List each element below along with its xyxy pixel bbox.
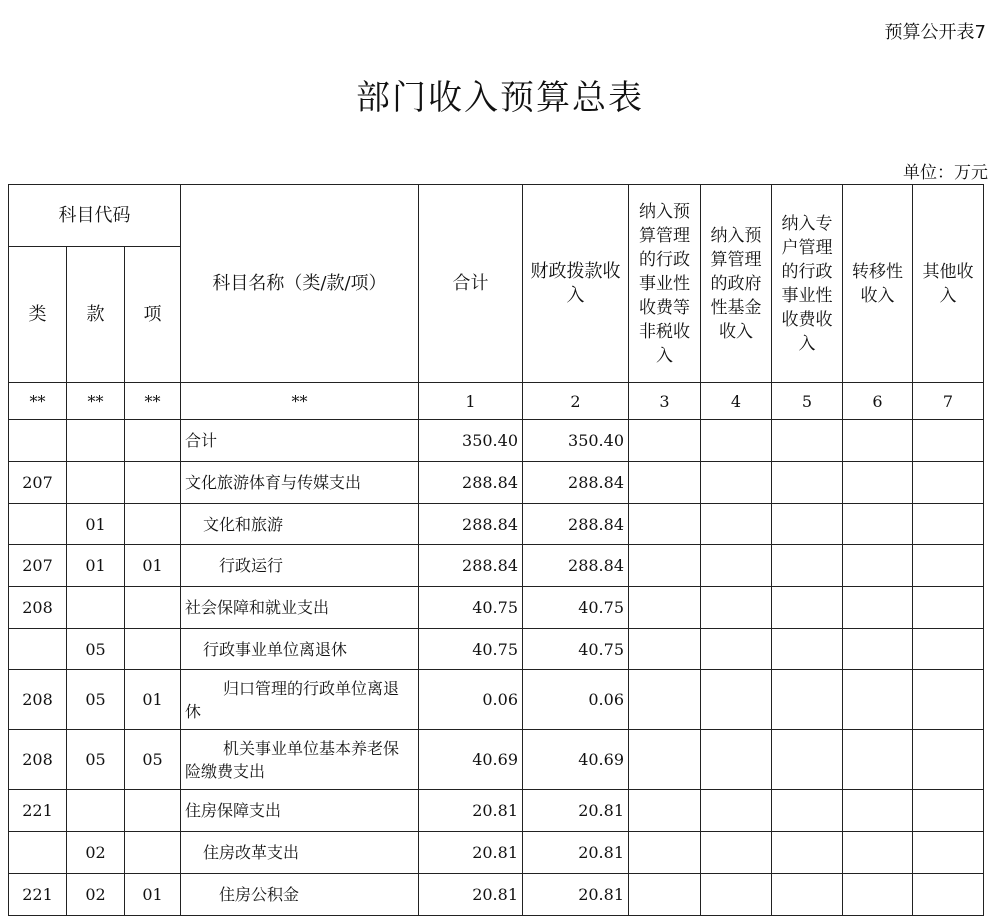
fiscal-cell: 20.81 [523, 832, 629, 874]
empty-cell [913, 730, 984, 790]
empty-cell [701, 629, 772, 670]
empty-cell [701, 462, 772, 504]
empty-cell [629, 462, 701, 504]
empty-cell [629, 790, 701, 832]
total-cell: 288.84 [419, 462, 523, 504]
fiscal-header: 财政拨款收入 [523, 185, 629, 383]
empty-cell [772, 670, 843, 730]
subject-name-cell: 住房保障支出 [181, 790, 419, 832]
index-cell: ** [125, 383, 181, 420]
kuan-cell [67, 790, 125, 832]
subject-name-cell: 合计 [181, 420, 419, 462]
kuan-cell [67, 587, 125, 629]
non-tax-header: 纳入预算管理的行政事业性收费等非税收入 [629, 185, 701, 383]
empty-cell [843, 504, 913, 545]
page-title: 部门收入预算总表 [356, 78, 644, 118]
empty-cell [772, 462, 843, 504]
empty-cell [913, 874, 984, 916]
empty-cell [772, 629, 843, 670]
lei-cell: 208 [9, 587, 67, 629]
xiang-cell: 01 [125, 545, 181, 587]
kuan-cell: 01 [67, 504, 125, 545]
table-row [9, 790, 984, 832]
empty-cell [629, 629, 701, 670]
empty-cell [701, 790, 772, 832]
index-cell: ** [67, 383, 125, 420]
subject-name-cell: 行政运行 [181, 545, 419, 587]
fiscal-cell: 288.84 [523, 545, 629, 587]
table-row [9, 832, 984, 874]
empty-cell [843, 730, 913, 790]
lei-cell: 208 [9, 730, 67, 790]
empty-cell [772, 874, 843, 916]
xiang-cell [125, 629, 181, 670]
total-header: 合计 [419, 185, 523, 383]
empty-cell [701, 874, 772, 916]
empty-cell [772, 504, 843, 545]
empty-cell [629, 545, 701, 587]
empty-cell [701, 420, 772, 462]
index-cell: ** [9, 383, 67, 420]
empty-cell [701, 670, 772, 730]
fiscal-cell: 0.06 [523, 670, 629, 730]
xiang-header: 项 [125, 247, 181, 383]
total-cell: 20.81 [419, 832, 523, 874]
table-row [9, 545, 984, 587]
empty-cell [843, 670, 913, 730]
total-cell: 20.81 [419, 874, 523, 916]
kuan-header: 款 [67, 247, 125, 383]
index-cell: 7 [913, 383, 984, 420]
subject-name-cell: 住房改革支出 [181, 832, 419, 874]
empty-cell [913, 420, 984, 462]
lei-cell: 207 [9, 462, 67, 504]
total-cell: 20.81 [419, 790, 523, 832]
total-cell: 288.84 [419, 504, 523, 545]
empty-cell [629, 832, 701, 874]
table-row [9, 504, 984, 545]
empty-cell [843, 832, 913, 874]
xiang-cell [125, 504, 181, 545]
total-cell: 350.40 [419, 420, 523, 462]
empty-cell [701, 832, 772, 874]
xiang-cell [125, 832, 181, 874]
subject-name-cell: 机关事业单位基本养老保险缴费支出 [181, 730, 419, 790]
empty-cell [913, 462, 984, 504]
xiang-cell [125, 587, 181, 629]
empty-cell [701, 587, 772, 629]
empty-cell [913, 790, 984, 832]
total-cell: 40.75 [419, 587, 523, 629]
xiang-cell: 01 [125, 670, 181, 730]
other-header: 其他收入 [913, 185, 984, 383]
form-label: 预算公开表7 [884, 22, 986, 43]
table-row [9, 874, 984, 916]
fiscal-cell: 288.84 [523, 462, 629, 504]
xiang-cell [125, 420, 181, 462]
table-row [9, 587, 984, 629]
lei-cell [9, 832, 67, 874]
empty-cell [701, 504, 772, 545]
empty-cell [843, 587, 913, 629]
budget-table [8, 184, 984, 916]
lei-cell [9, 629, 67, 670]
index-cell: 1 [419, 383, 523, 420]
xiang-cell [125, 462, 181, 504]
fiscal-cell: 288.84 [523, 504, 629, 545]
kuan-cell: 02 [67, 832, 125, 874]
fiscal-cell: 40.75 [523, 587, 629, 629]
empty-cell [843, 629, 913, 670]
lei-cell: 207 [9, 545, 67, 587]
fiscal-cell: 20.81 [523, 790, 629, 832]
empty-cell [913, 504, 984, 545]
fiscal-cell: 40.69 [523, 730, 629, 790]
kuan-cell: 01 [67, 545, 125, 587]
table-row [9, 670, 984, 730]
subject-name-cell: 行政事业单位离退休 [181, 629, 419, 670]
empty-cell [913, 832, 984, 874]
empty-cell [772, 587, 843, 629]
index-cell: 6 [843, 383, 913, 420]
special-account-header: 纳入专户管理的行政事业性收费收入 [772, 185, 843, 383]
empty-cell [629, 670, 701, 730]
fiscal-cell: 40.75 [523, 629, 629, 670]
subject-code-header: 科目代码 [9, 185, 181, 247]
total-cell: 0.06 [419, 670, 523, 730]
lei-cell: 221 [9, 874, 67, 916]
empty-cell [629, 874, 701, 916]
lei-cell: 208 [9, 670, 67, 730]
kuan-cell: 05 [67, 629, 125, 670]
subject-name-header: 科目名称（类/款/项） [181, 185, 419, 383]
index-row [9, 383, 984, 420]
empty-cell [701, 545, 772, 587]
empty-cell [772, 420, 843, 462]
empty-cell [629, 504, 701, 545]
table-row [9, 730, 984, 790]
empty-cell [843, 420, 913, 462]
empty-cell [772, 545, 843, 587]
kuan-cell [67, 420, 125, 462]
empty-cell [772, 832, 843, 874]
table-row [9, 629, 984, 670]
index-cell: 3 [629, 383, 701, 420]
xiang-cell: 05 [125, 730, 181, 790]
lei-cell [9, 504, 67, 545]
xiang-cell: 01 [125, 874, 181, 916]
empty-cell [913, 629, 984, 670]
index-cell: ** [181, 383, 419, 420]
transfer-header: 转移性收入 [843, 185, 913, 383]
index-cell: 4 [701, 383, 772, 420]
total-cell: 40.69 [419, 730, 523, 790]
fiscal-cell: 20.81 [523, 874, 629, 916]
fiscal-cell: 350.40 [523, 420, 629, 462]
empty-cell [629, 730, 701, 790]
empty-cell [701, 730, 772, 790]
unit-label: 单位：万元 [903, 163, 988, 183]
subject-name-cell: 归口管理的行政单位离退休 [181, 670, 419, 730]
lei-cell: 221 [9, 790, 67, 832]
total-cell: 40.75 [419, 629, 523, 670]
table-row [9, 462, 984, 504]
empty-cell [772, 730, 843, 790]
empty-cell [629, 420, 701, 462]
empty-cell [913, 670, 984, 730]
table-row [9, 420, 984, 462]
kuan-cell: 05 [67, 730, 125, 790]
lei-header: 类 [9, 247, 67, 383]
empty-cell [772, 790, 843, 832]
xiang-cell [125, 790, 181, 832]
gov-fund-header: 纳入预算管理的政府性基金收入 [701, 185, 772, 383]
kuan-cell: 05 [67, 670, 125, 730]
total-cell: 288.84 [419, 545, 523, 587]
empty-cell [843, 790, 913, 832]
subject-name-cell: 文化旅游体育与传媒支出 [181, 462, 419, 504]
empty-cell [913, 587, 984, 629]
lei-cell [9, 420, 67, 462]
empty-cell [843, 874, 913, 916]
empty-cell [843, 545, 913, 587]
index-cell: 2 [523, 383, 629, 420]
kuan-cell: 02 [67, 874, 125, 916]
empty-cell [913, 545, 984, 587]
empty-cell [843, 462, 913, 504]
kuan-cell [67, 462, 125, 504]
index-cell: 5 [772, 383, 843, 420]
empty-cell [629, 587, 701, 629]
subject-name-cell: 社会保障和就业支出 [181, 587, 419, 629]
subject-name-cell: 文化和旅游 [181, 504, 419, 545]
subject-name-cell: 住房公积金 [181, 874, 419, 916]
